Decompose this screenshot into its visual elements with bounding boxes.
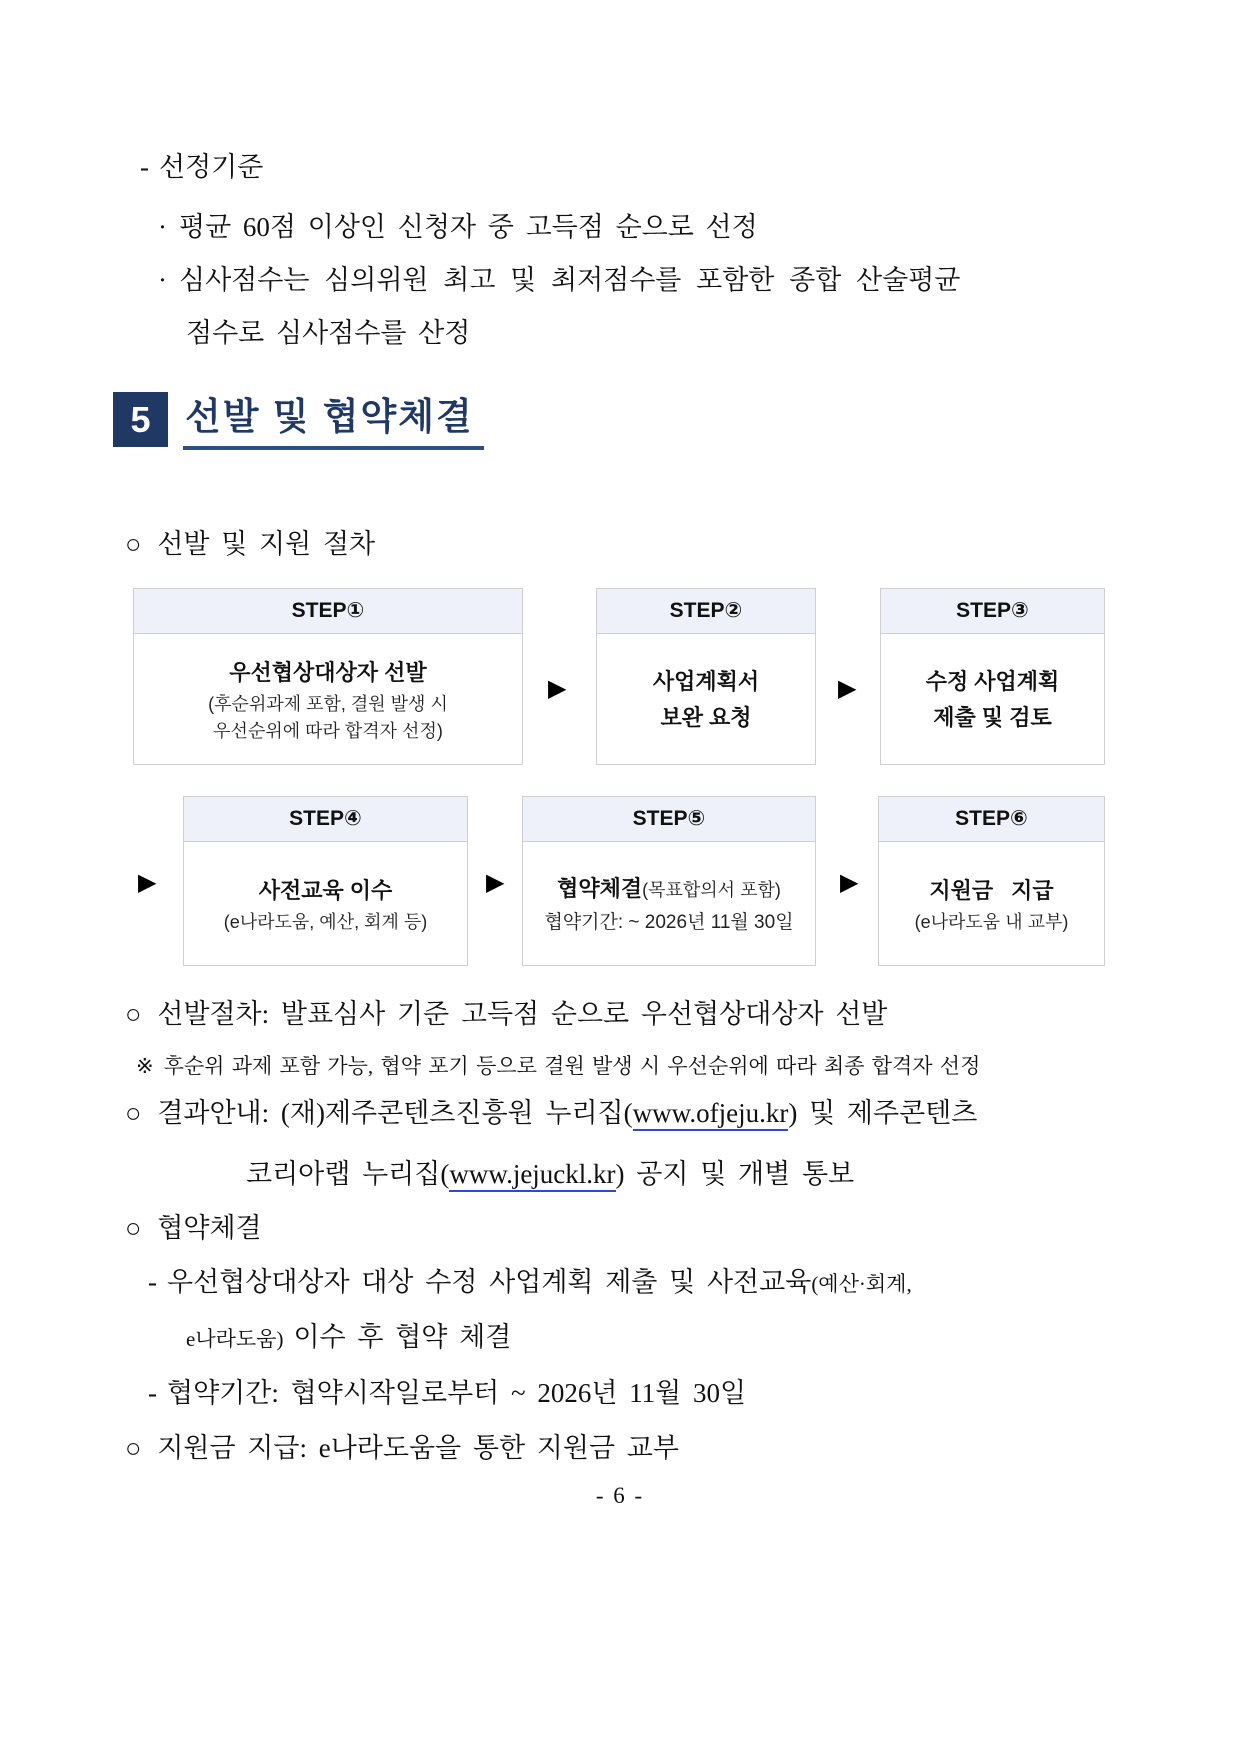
step-1-label: STEP①: [134, 589, 522, 634]
step-4-label: STEP④: [184, 797, 467, 842]
step-3-label: STEP③: [881, 589, 1104, 634]
criteria-item-2: [158, 263, 960, 297]
results-line-2: [246, 1157, 854, 1191]
agreement-item-1: [148, 1265, 912, 1301]
flow-arrow-icon: ▶: [486, 868, 505, 896]
criteria-heading-text: 선정기준: [159, 152, 264, 182]
step-2-line-1: 사업계획서: [652, 669, 760, 694]
flow-arrow-icon: ▶: [548, 674, 567, 702]
criteria-item-1-text: 평균 60점 이상인 신청자 중 고득점 순으로 선정: [179, 212, 758, 242]
section-heading: [113, 392, 484, 450]
step-5-title-line: [557, 871, 781, 908]
step-1-sub-2: 우선순위에 따라 합격자 선정): [213, 721, 443, 741]
circle-marker: ○: [125, 999, 142, 1029]
agreement-item-1-text: 우선협상대상자 대상 수정 사업계획 제출 및 사전교육: [167, 1267, 812, 1297]
step-5-label: STEP⑤: [523, 797, 815, 842]
circle-marker: ○: [125, 529, 142, 559]
grant-text: 지원금 지급: e나라도움을 통한 지원금 교부: [157, 1433, 679, 1463]
dot-marker: ·: [158, 265, 167, 295]
procedure-heading: [125, 527, 375, 561]
section-number-badge: 5: [113, 392, 168, 447]
step-4-sub-1: (e나라도움, 예산, 회계 등): [223, 912, 428, 932]
step-5-title-note: (목표합의서 포함): [642, 880, 781, 900]
link-ofjeju[interactable]: www.ofjeju.kr: [633, 1098, 789, 1131]
results-line-1: [125, 1096, 977, 1130]
circle-marker: ○: [125, 1433, 142, 1463]
flow-arrow-icon: ▶: [138, 868, 157, 896]
results-line-2-post: ) 공지 및 개별 통보: [615, 1159, 855, 1189]
step-box-6: [878, 796, 1105, 966]
results-text-pre: 결과안내: (재)제주콘텐츠진흥원 누리집(: [157, 1098, 633, 1128]
step-box-4: [183, 796, 468, 966]
step-4-title: 사전교육 이수: [258, 878, 393, 903]
dot-marker: ·: [158, 212, 167, 242]
circle-marker: ○: [125, 1098, 142, 1128]
selection-procedure-text: 선발절차: 발표심사 기준 고득점 순으로 우선협상대상자 선발: [157, 999, 888, 1029]
step-box-3: [880, 588, 1105, 765]
results-text-post: ) 및 제주콘텐츠: [788, 1098, 978, 1128]
step-box-5: [522, 796, 816, 966]
criteria-item-2-text: 심사점수는 심의위원 최고 및 최저점수를 포함한 종합 산술평균: [179, 265, 961, 295]
grant-line: [125, 1431, 679, 1465]
circle-marker: ○: [125, 1213, 142, 1243]
selection-flow-diagram: [0, 588, 1240, 966]
flow-arrow-icon: ▶: [840, 868, 859, 896]
criteria-item-2-cont-text: 점수로 심사점수를 산정: [186, 318, 471, 348]
step-6-sub-1: (e나라도움 내 교부): [914, 912, 1069, 932]
section-title: 선발 및 협약체결: [183, 392, 484, 450]
step-3-line-2: 제출 및 검토: [933, 705, 1052, 730]
priority-note-text: 후순위 과제 포함 가능, 협약 포기 등으로 결원 발생 시 우선순위에 따라 최종 합격자 선정: [163, 1054, 981, 1078]
agreement-item-2-text: 협약기간: 협약시작일로부터 ~ 2026년 11월 30일: [167, 1378, 747, 1408]
agreement-heading-text: 협약체결: [157, 1213, 262, 1243]
procedure-heading-text: 선발 및 지원 절차: [157, 529, 376, 559]
step-5-sub-1: 협약기간: ~ 2026년 11월 30일: [544, 912, 794, 933]
dash-marker: -: [148, 1378, 157, 1408]
step-3-line-1: 수정 사업계획: [925, 669, 1060, 694]
step-box-2: [596, 588, 816, 765]
dash-marker: -: [140, 152, 149, 182]
step-1-title: 우선협상대상자 선발: [229, 660, 427, 685]
step-box-1: [133, 588, 523, 765]
step-6-label: STEP⑥: [879, 797, 1104, 842]
priority-note-line: [136, 1049, 980, 1083]
agreement-heading: [125, 1211, 262, 1245]
flow-arrow-icon: ▶: [838, 674, 857, 702]
criteria-item-2-cont: [186, 316, 470, 350]
step-2-label: STEP②: [597, 589, 815, 634]
agreement-item-1-cont: [186, 1320, 511, 1356]
selection-procedure-line: [125, 997, 887, 1031]
criteria-heading: [140, 150, 263, 184]
agreement-item-1-cont-paren: e나라도움): [186, 1327, 284, 1351]
step-1-sub-1: (후순위과제 포함, 결원 발생 시: [208, 694, 448, 714]
agreement-item-1-paren: (예산·회계,: [811, 1272, 912, 1296]
dash-marker: -: [148, 1267, 157, 1297]
link-jejuckl[interactable]: www.jejuckl.kr: [449, 1159, 615, 1192]
results-line-2-pre: 코리아랩 누리집(: [246, 1159, 450, 1189]
agreement-item-2: [148, 1376, 746, 1410]
step-5-title: 협약체결: [557, 876, 643, 901]
step-2-line-2: 보완 요청: [660, 705, 752, 730]
step-6-title: 지원금 지급: [929, 878, 1054, 903]
page-number: - 6 -: [595, 1483, 645, 1508]
reference-marker: ※: [136, 1054, 154, 1078]
agreement-item-1-cont-text: 이수 후 협약 체결: [293, 1322, 512, 1352]
criteria-item-1: [158, 210, 758, 244]
